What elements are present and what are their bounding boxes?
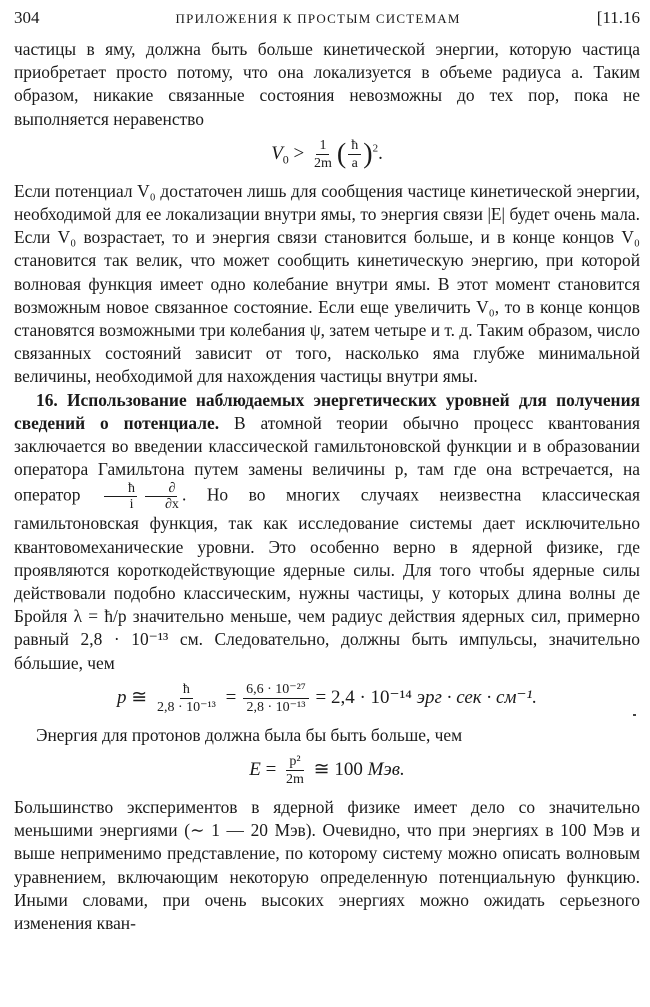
- section-16-text-b: . Но во многих случаях неизвестна классическая гамильтоновская функция, так как исследование системы дает исключительно квантовомеханические уровни. Это особенно верно в ядерной физике, где проявляются короткодействующие ядерные силы. Для того чтобы ядерные силы действовали подобно классическим, нужны частицы, у которых длина волны де Бройля λ = ħ/p значительно меньше, чем радиус действия ядерных сил, примерно равный 2,8 · 10⁻¹³ см. Следовательно, должны быть импульсы, значительно бóльшие, чем: [14, 484, 640, 673]
- paragraph-bound-states: частицы в яму, должна быть больше кинетической энергии, которую частица приобретает просто потому, что она локализуется в объеме радиуса a. Таким образом, никакие связанные состояния невозможны до тех пор, пока не выполняется неравенство: [14, 39, 640, 129]
- section-16: [14, 389, 640, 675]
- formula1-frac-den: 2m: [314, 155, 332, 171]
- momentum-frac-1: $\frac{ħ}{\text{2,8 · 10⁻¹³}}$: [156, 681, 216, 715]
- momentum-units: эрг · сек · см⁻¹.: [416, 686, 537, 708]
- paragraph-potential-depth: Если потенциал V₀ достаточен лишь для сообщения частице кинетической энергии, необходимой для ее локализации внутри ямы, то энергия связи |E| будет очень мала. Если V₀ возрастает, то и энергия связи становится больше, и в конце концов V₀ становится так велик, что может сообщить кинетическую энергию, при которой волновая функция имеет одно колебание внутри ямы. В этот момент становится возможным новое связанное состояние. Если еще увеличить V₀, то в конце концов становятся возможными три колебания ψ, затем четыре и т. д. Таким образом, число связанных состояний зависит от того, насколько яма глубже минимальной величины, необходимой для нахождения частицы внутри ямы.: [14, 180, 640, 387]
- running-title: ПРИЛОЖЕНИЯ К ПРОСТЫМ СИСТЕМАМ: [175, 11, 461, 26]
- momentum-formula: p ≅ $\frac{ħ}{\text{2,8 · 10⁻¹³}}$ = $\frac{\text{6,6 · 10⁻²⁷}}{\text{2,8 · 10⁻¹³}}$ = 2,4 · 10⁻¹⁴ эрг · сек · см⁻¹.: [117, 681, 537, 715]
- formula1-lhs-sub: 0: [282, 152, 289, 167]
- formula1-fraction: [311, 137, 335, 172]
- formula1-inner-den: a: [351, 155, 358, 171]
- energy-formula: E = $\frac{\text{p²}}{2m}$ ≅ 100 Мэв.: [249, 754, 405, 788]
- energy-frac: $\frac{\text{p²}}{2m}$: [286, 754, 304, 788]
- energy-result: 100: [334, 758, 363, 780]
- operator-frac-2: $\frac{\partial}{\partial x}$: [143, 481, 179, 512]
- momentum-result: 2,4 · 10⁻¹⁴: [330, 686, 412, 708]
- momentum-frac-2: $\frac{\text{6,6 · 10⁻²⁷}}{\text{2,8 · 10⁻¹³}}$: [243, 681, 309, 716]
- section-16-text-a: В атомной теории обычно процесс квантования заключается во введении классической гамильтоновской функции и в образовании оператора Гамильтона путем замены величины p, там где она встречается, на оператор: [14, 412, 640, 505]
- energy-units: Мэв.: [367, 758, 405, 780]
- formula1-power: 2: [372, 142, 379, 155]
- formula1-inner-num: ħ: [348, 137, 361, 155]
- paragraph-proton-energy: Энергия для протонов должна была бы быть больше, чем: [36, 724, 463, 745]
- paragraph-nuclear-experiments: Большинство экспериментов в ядерной физике имеет дело со значительно меньшими энергиями (∼ 1 — 20 Мэв). Очевидно, что при энергиях в 100 Мэв и выше неприменимо представление, по которому систему можно описать волновым уравнением, включающим некоторую определенную потенциальную функцию. Иными словами, при очень высоких энергиях можно ожидать серьезного изменения кван-: [14, 797, 640, 934]
- page-number: 304: [14, 8, 40, 27]
- page-header: [14, 8, 640, 38]
- formula1-frac-num: 1: [316, 137, 329, 155]
- section-16-heading: 16. Использование наблюдаемых энергетических уровней для получения сведений о потенциале.: [14, 389, 640, 433]
- formula1-lhs: V: [271, 142, 283, 164]
- section-reference: [11.16: [596, 8, 640, 27]
- margin-mark: [633, 714, 636, 716]
- inequality-formula: $V_0$ > $\frac{1}{2m}$ ( $\frac{ħ}{a}$ )$^2$.: [271, 137, 383, 171]
- formula1-relation: >: [293, 142, 305, 164]
- formula1-inner-fraction: [348, 137, 361, 172]
- operator-frac-1: $\frac{ħ}{i}$: [104, 481, 137, 512]
